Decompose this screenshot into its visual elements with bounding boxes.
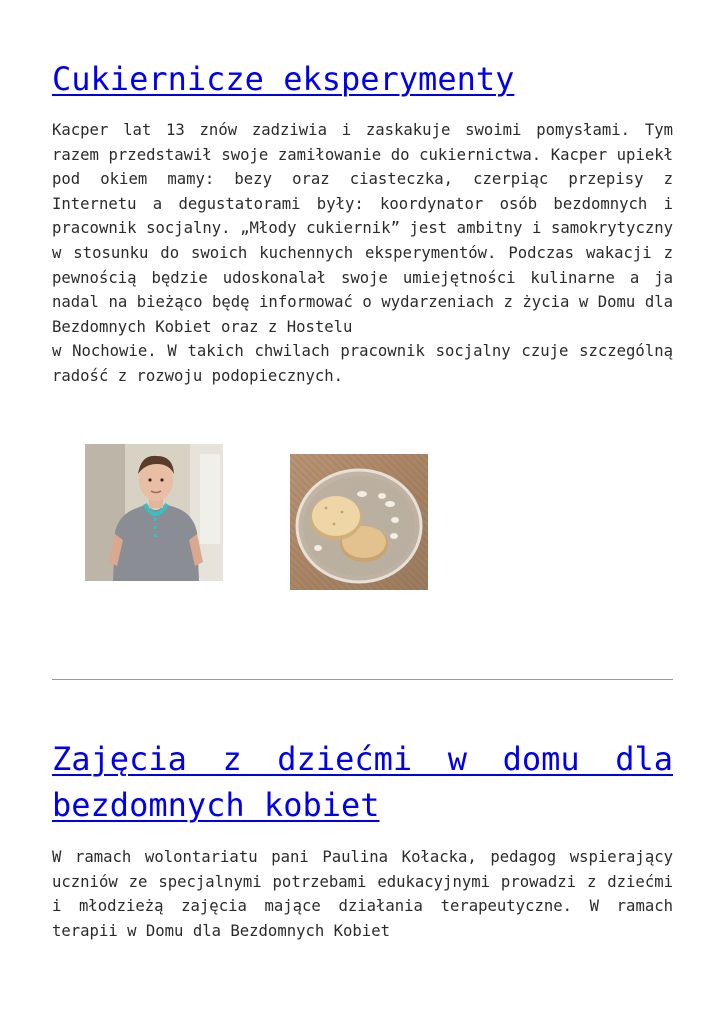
post-body (52, 118, 673, 389)
boy-photo (85, 444, 223, 581)
post-title-link[interactable]: Zajęcia z dziećmi w domu dla bezdomnych kobiet (52, 740, 673, 824)
post-paragraph: w Nochowie. W takich chwilach pracownik socjalny czuje szczególną radość z rozwoju podopiecznych. (52, 342, 673, 385)
post-body (52, 845, 673, 943)
cookies-photo (290, 454, 428, 590)
post-divider (52, 679, 673, 680)
post-paragraph: Kacper lat 13 znów zadziwia i zaskakuje swoimi pomysłami. Tym razem przedstawił swoje zamiłowanie do cukiernictwa. Kacper upiekł pod okiem mamy: bezy oraz ciasteczka, czerpiąc przepisy z Internetu a degustatorami były: koordynator osób bezdomnych i pracownik socjalny. „Młody cukiernik” jest ambitny i samokrytyczny w stosunku do swoich kuchennych eksperymentów. Podczas wakacji z pewnością będzie udoskonalał swoje umiejętności kulinarne a ja nadal na bieżąco będę informować o wydarzeniach z życia w Domu dla Bezdomnych Kobiet oraz z Hostelu (52, 121, 673, 336)
post-paragraph: W ramach wolontariatu pani Paulina Kołacka, pedagog wspierający uczniów ze specjalnymi potrzebami edukacyjnymi prowadzi z dziećmi i młodzieżą zajęcia mające działania terapeutyczne. W ramach terapii w Domu dla Bezdomnych Kobiet (52, 848, 673, 940)
post-title-link[interactable]: Cukiernicze eksperymenty (52, 60, 515, 98)
